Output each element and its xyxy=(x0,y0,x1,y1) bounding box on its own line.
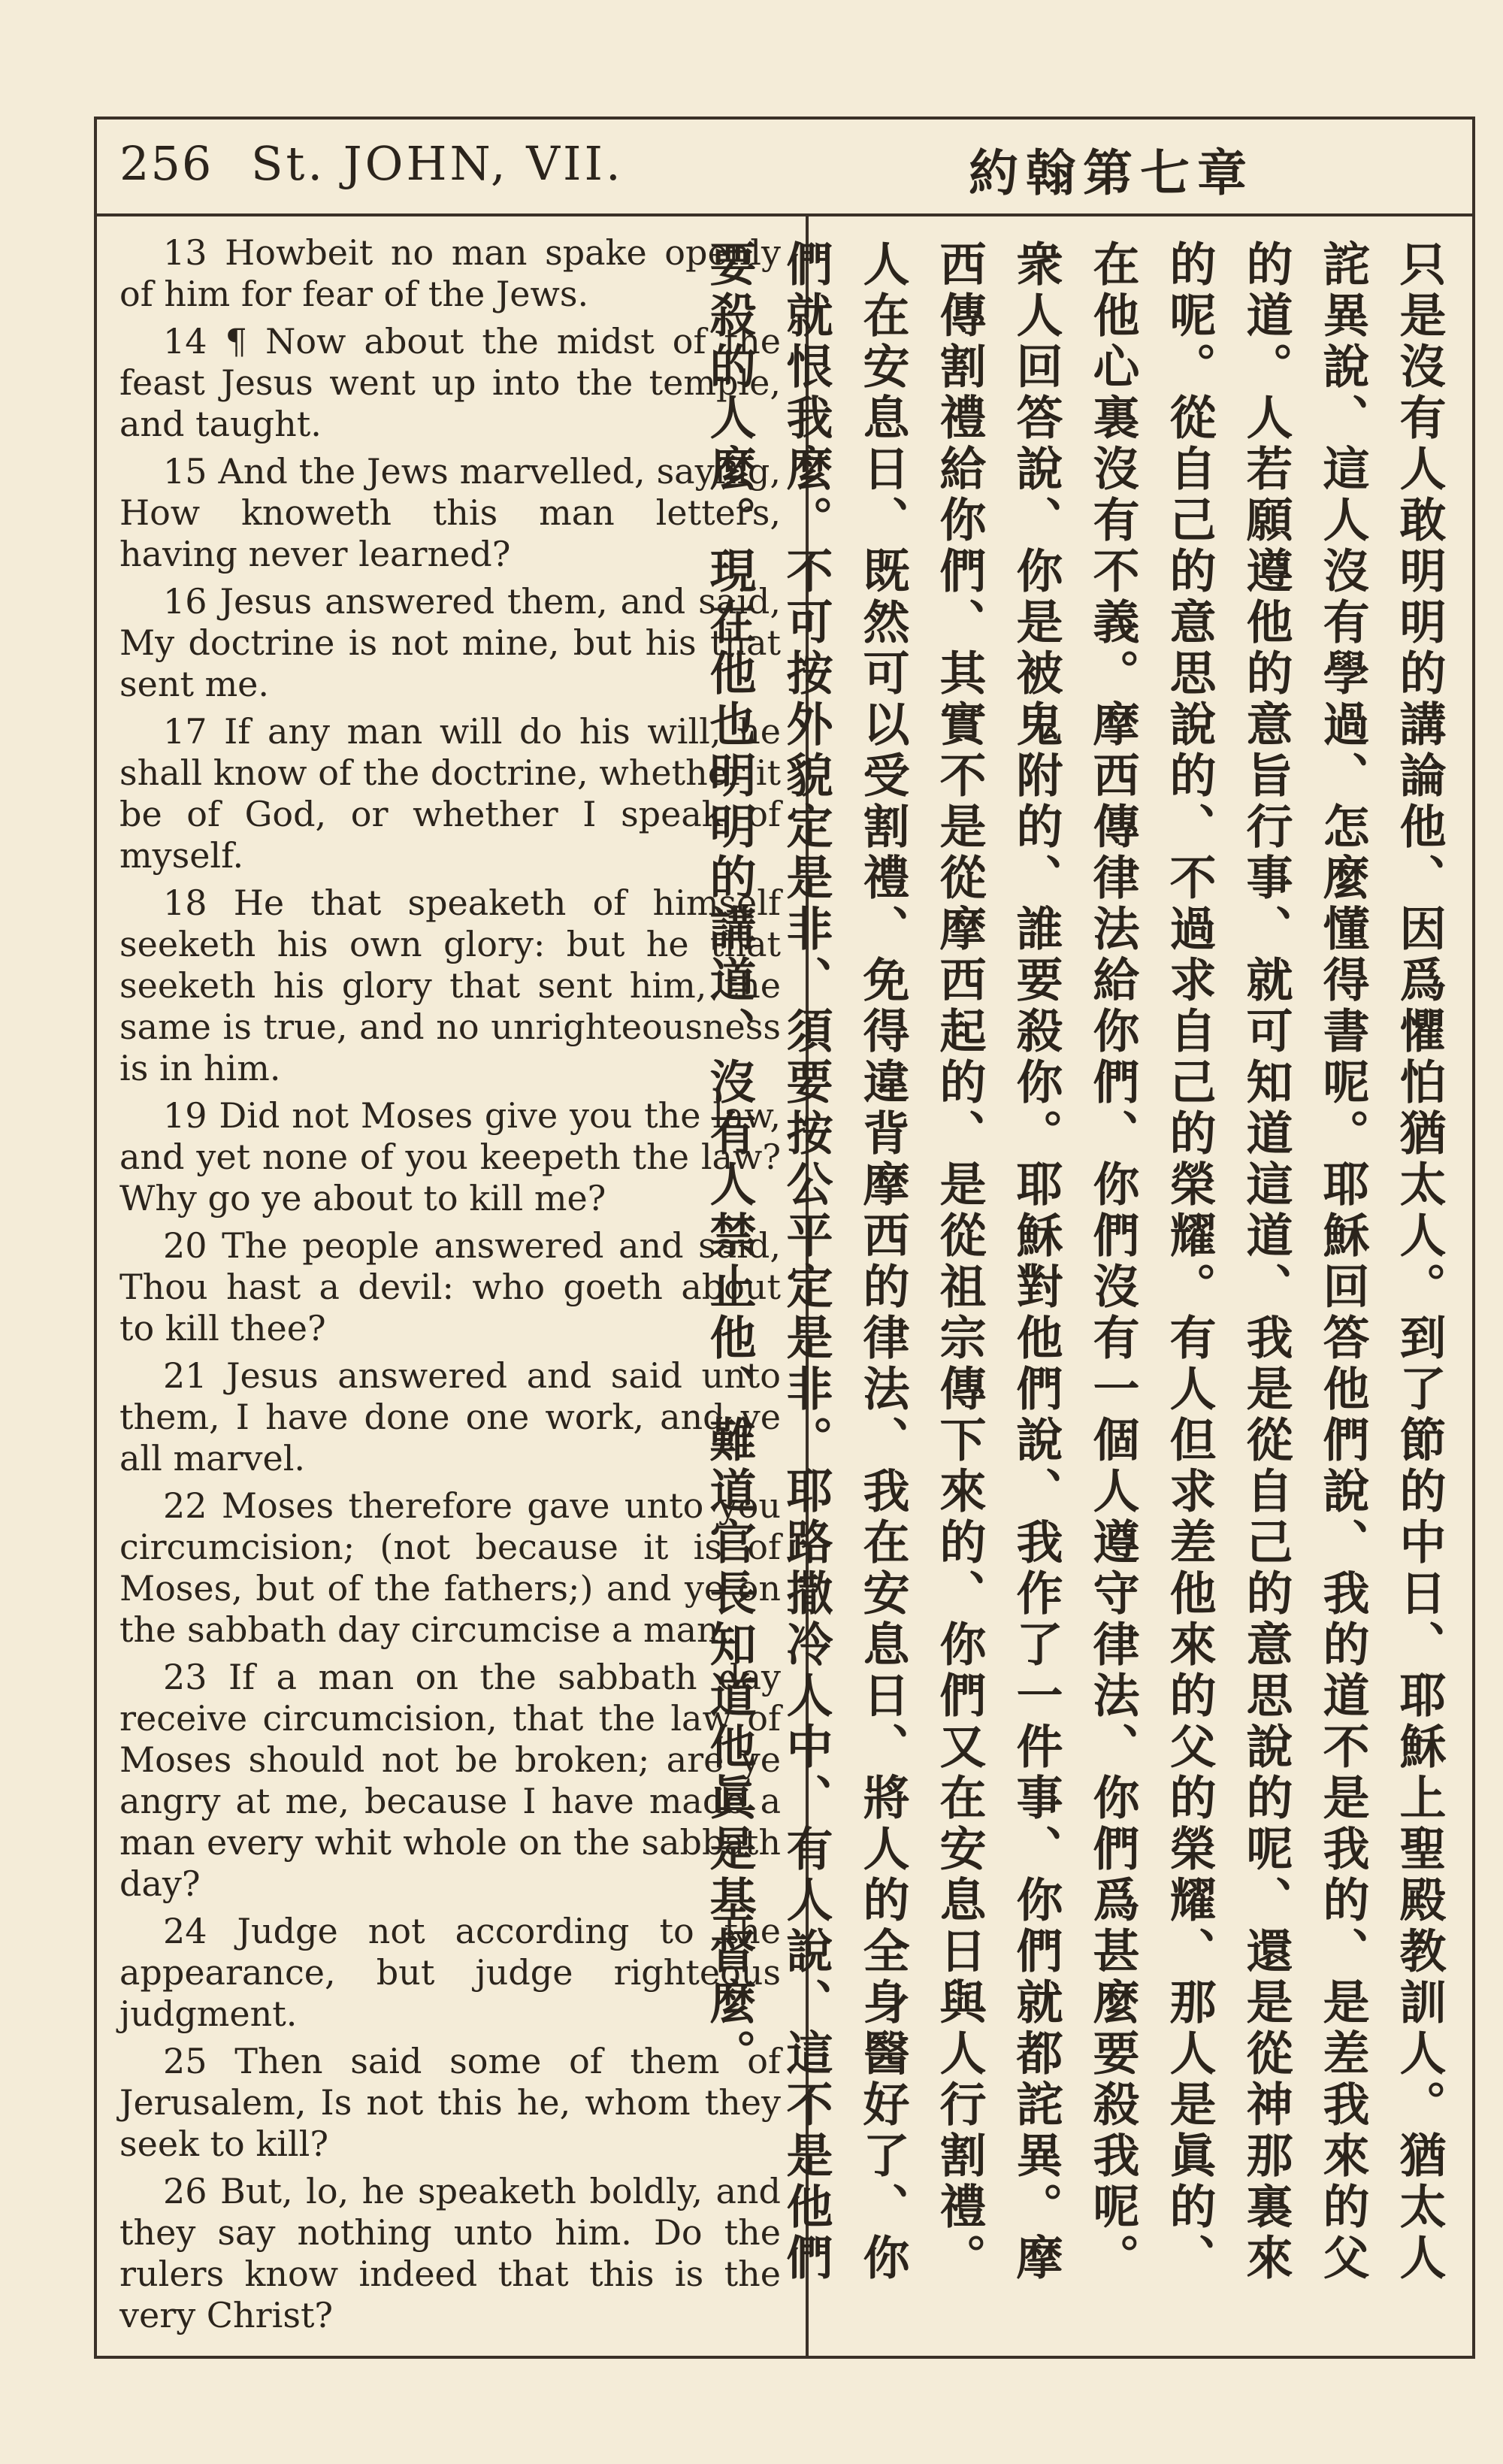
chinese-text: 只是沒有人敢明明的講論他、因爲懼怕猶太人。到了節的中日、耶穌上聖殿教訓人。猶太人詫異說、這人沒有學過、怎麼懂得書呢。耶穌回答他們說、我的道不是我的、是差我來的父的道。人若願遵他的意旨行事、就可知道這道、我是從自己的意思說的呢、還是從神那裏來的呢。從自己的意思說的、不過求自己的榮耀。有人但求差他來的父的榮耀、那人是眞的、在他心裏沒有不義。摩西傳律法給你們、你們沒有一個人遵守律法、你們爲甚麼要殺我呢。衆人回答說、你是被鬼附的、誰要殺你。耶穌對他們說、我作了一件事、你們就都詫異。摩西傳割禮給你們、其實不是從摩西起的、是從祖宗傳下來的、你們又在安息日與人行割禮。人在安息日、既然可以受割禮、免得違背摩西的律法、我在安息日、將人的全身醫好了、你們就恨我麼。不可按外貌定是非、須要按公平定是非。耶路撒冷人中、有人說、這不是他們要殺的人麼。現在他也明明的講道、沒有人禁止他、難道官長知道他眞是基督麼。 xyxy=(702,240,1447,2284)
verse-15: 15 And the Jews marvelled, saying, How knoweth this man letters, having never learned? xyxy=(119,451,781,574)
running-head: St. JOHN, VII. xyxy=(251,136,624,191)
verse-17: 17 If any man will do his will, he shall know of the doctrine, whether it be of God, or whether I speak of myself. xyxy=(119,711,781,876)
verse-19: 19 Did not Moses give you the law, and yet none of you keepeth the law? Why go ye about to kill me? xyxy=(119,1095,781,1218)
page-frame xyxy=(94,117,1475,2359)
verse-22: 22 Moses therefore gave unto you circumcision; (not because it is of Moses, but of the fathers;) and ye on the sabbath day circumcise a man. xyxy=(119,1485,781,1650)
page-number: 256 xyxy=(119,136,213,191)
verse-16: 16 Jesus answered them, and said, My doctrine is not mine, but his that sent me. xyxy=(119,581,781,704)
verse-24: 24 Judge not according to the appearance, but judge righteous judgment. xyxy=(119,1911,781,2034)
verse-25: 25 Then said some of them of Jerusalem, Is not this he, whom they seek to kill? xyxy=(119,2041,781,2164)
verse-23: 23 If a man on the sabbath day receive circumcision, that the law of Moses should not be broken; are ye angry at me, because I have made a man every whit whole on the sabbath day? xyxy=(119,1657,781,1904)
verse-20: 20 The people answered and said, Thou hast a devil: who goeth about to kill thee? xyxy=(119,1225,781,1349)
verse-18: 18 He that speaketh of himself seeketh his own glory: but he that seeketh his glory that sent him, the same is true, and no unrighteousness is in him. xyxy=(119,882,781,1088)
chinese-column xyxy=(702,240,1457,2314)
page-header xyxy=(97,120,1472,216)
verse-26: 26 But, lo, he speaketh boldly, and they say nothing unto him. Do the rulers know indeed that this is the very Christ? xyxy=(119,2171,781,2335)
verse-13: 13 Howbeit no man spake openly of him for fear of the Jews. xyxy=(119,232,781,314)
english-column xyxy=(119,232,781,2342)
verse-21: 21 Jesus answered and said unto them, I have done one work, and ye all marvel. xyxy=(119,1355,781,1479)
verse-14: 14 ¶ Now about the midst of the feast Jesus went up into the temple, and taught. xyxy=(119,321,781,444)
chinese-chapter-title: 約翰第七章 xyxy=(969,144,1254,202)
